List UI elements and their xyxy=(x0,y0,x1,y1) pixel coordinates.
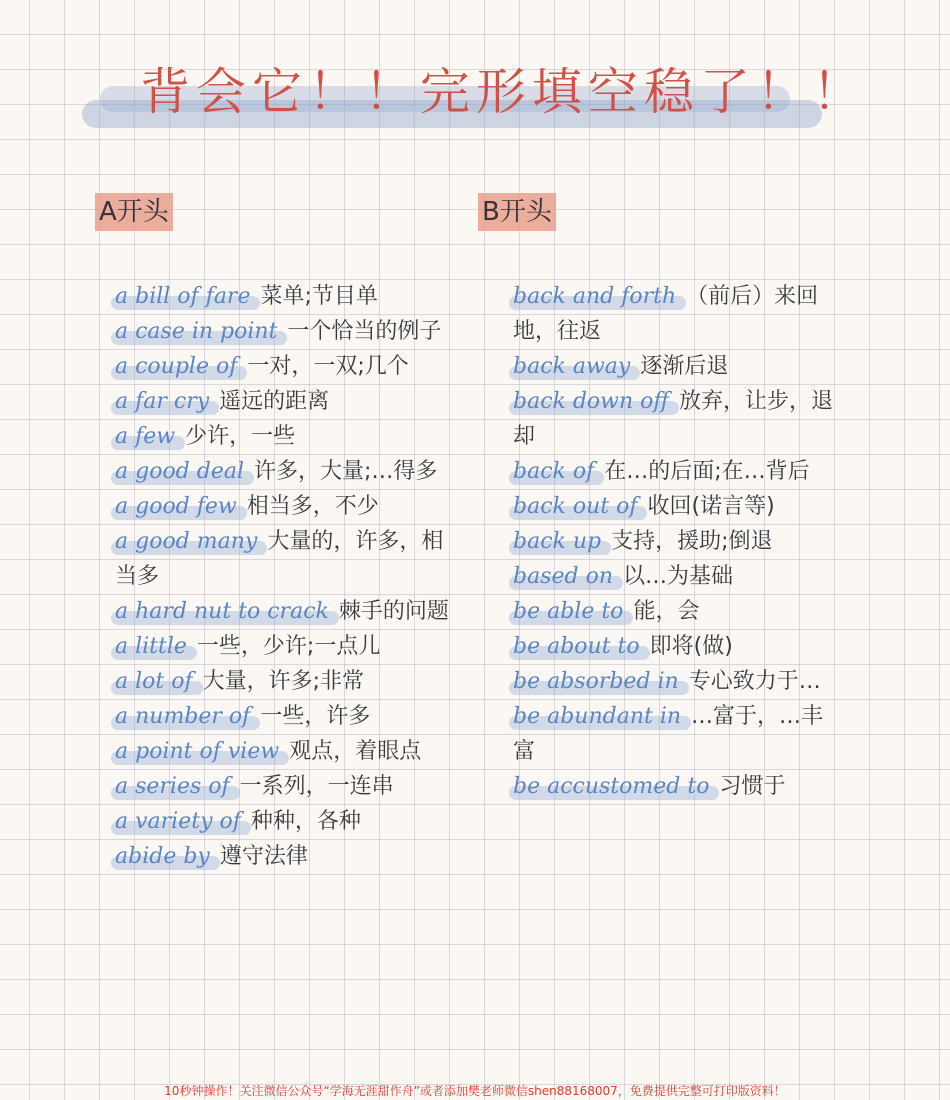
vocab-entry xyxy=(513,489,833,524)
section-a-list xyxy=(115,279,460,874)
vocab-term: a bill of fare xyxy=(115,284,251,309)
vocab-term: back out of xyxy=(513,494,638,519)
vocab-definition: 支持，援助;倒退 xyxy=(611,529,773,554)
vocab-entry xyxy=(115,769,460,804)
vocab-definition: 观点，着眼点 xyxy=(289,739,422,764)
vocab-entry xyxy=(513,594,833,629)
vocab-entry xyxy=(513,384,833,454)
vocab-definition: 一些，许多 xyxy=(260,704,371,729)
vocab-term: be absorbed in xyxy=(513,669,679,694)
vocab-term: a lot of xyxy=(115,669,193,694)
vocab-entry xyxy=(513,454,833,489)
vocab-term: a couple of xyxy=(115,354,238,379)
vocab-term: a good many xyxy=(115,529,258,554)
vocab-definition: 一个恰当的例子 xyxy=(287,319,442,344)
vocab-definition: 专心致力于… xyxy=(688,669,821,694)
vocab-term: a variety of xyxy=(115,809,241,834)
vocab-definition: 许多，大量;…得多 xyxy=(254,459,438,484)
vocab-definition: 逐渐后退 xyxy=(640,354,729,379)
vocab-term: a little xyxy=(115,634,187,659)
vocab-definition: 收回(诺言等) xyxy=(647,494,775,519)
vocab-entry xyxy=(115,629,460,664)
vocab-definition: 遥远的距离 xyxy=(219,389,330,414)
vocab-entry xyxy=(115,279,460,314)
vocab-entry xyxy=(115,454,460,489)
vocab-entry xyxy=(115,314,460,349)
vocab-term: a case in point xyxy=(115,319,278,344)
vocab-definition: 在…的后面;在…背后 xyxy=(604,459,810,484)
vocab-entry xyxy=(513,664,833,699)
section-b-list xyxy=(513,279,833,804)
vocab-term: be about to xyxy=(513,634,640,659)
vocab-entry xyxy=(115,384,460,419)
vocab-definition: 一对，一双;几个 xyxy=(247,354,409,379)
vocab-term: a far cry xyxy=(115,389,210,414)
vocab-definition: 一系列，一连串 xyxy=(239,774,394,799)
vocab-term: a good few xyxy=(115,494,237,519)
vocab-definition: 放弃，让步，退却 xyxy=(513,389,834,449)
vocab-definition: 种种，各种 xyxy=(250,809,361,834)
vocab-term: back and forth xyxy=(513,284,677,309)
vocab-entry xyxy=(115,804,460,839)
vocab-term: a hard nut to crack xyxy=(115,599,329,624)
vocab-entry xyxy=(513,349,833,384)
vocab-entry xyxy=(115,664,460,699)
page-title: 背会它！！完形填空稳了！！ xyxy=(140,63,868,121)
vocab-term: a good deal xyxy=(115,459,245,484)
vocab-term: be accustomed to xyxy=(513,774,710,799)
vocab-entry xyxy=(513,699,833,769)
vocab-definition: 棘手的问题 xyxy=(338,599,449,624)
vocab-term: a few xyxy=(115,424,176,449)
vocab-definition: 大量的，许多，相当多 xyxy=(115,529,444,589)
vocab-term: be able to xyxy=(513,599,624,624)
section-b-label: B开头 xyxy=(478,193,556,231)
vocab-entry xyxy=(115,489,460,524)
title-area xyxy=(82,48,868,138)
vocab-entry xyxy=(115,524,460,594)
vocab-definition: （前后）来回地，往返 xyxy=(513,284,819,344)
vocab-entry xyxy=(115,699,460,734)
vocab-entry xyxy=(513,629,833,664)
vocab-definition: 即将(做) xyxy=(649,634,733,659)
vocab-term: back of xyxy=(513,459,595,484)
vocab-entry xyxy=(115,594,460,629)
vocab-definition: 少许，一些 xyxy=(185,424,296,449)
vocab-definition: …富于，…丰富 xyxy=(513,704,824,764)
vocab-term: back up xyxy=(513,529,602,554)
footer-note: 10秒钟操作！关注微信公众号“学海无涯甜作舟”或者添加樊老师微信shen88168007，免费提供完整可打印版资料！ xyxy=(164,1084,786,1098)
vocab-definition: 菜单;节目单 xyxy=(260,284,378,309)
vocab-definition: 大量，许多;非常 xyxy=(202,669,365,694)
vocab-definition: 相当多，不少 xyxy=(246,494,379,519)
vocab-entry xyxy=(115,734,460,769)
vocab-term: back down off xyxy=(513,389,669,414)
vocab-entry xyxy=(115,839,460,874)
vocab-entry xyxy=(513,524,833,559)
vocab-definition: 以…为基础 xyxy=(623,564,734,589)
vocab-entry xyxy=(513,279,833,349)
section-a-label: A开头 xyxy=(95,193,173,231)
vocab-term: based on xyxy=(513,564,613,589)
vocab-term: a point of view xyxy=(115,739,280,764)
vocab-entry xyxy=(513,769,833,804)
vocab-term: a number of xyxy=(115,704,251,729)
vocab-entry xyxy=(513,559,833,594)
vocab-entry xyxy=(115,349,460,384)
vocab-definition: 能，会 xyxy=(633,599,700,624)
vocab-definition: 遵守法律 xyxy=(219,844,308,869)
vocab-entry xyxy=(115,419,460,454)
vocab-definition: 习惯于 xyxy=(719,774,786,799)
vocab-term: a series of xyxy=(115,774,230,799)
vocab-term: abide by xyxy=(115,844,210,869)
vocab-definition: 一些，少许;一点儿 xyxy=(196,634,381,659)
vocab-term: be abundant in xyxy=(513,704,682,729)
vocab-term: back away xyxy=(513,354,631,379)
